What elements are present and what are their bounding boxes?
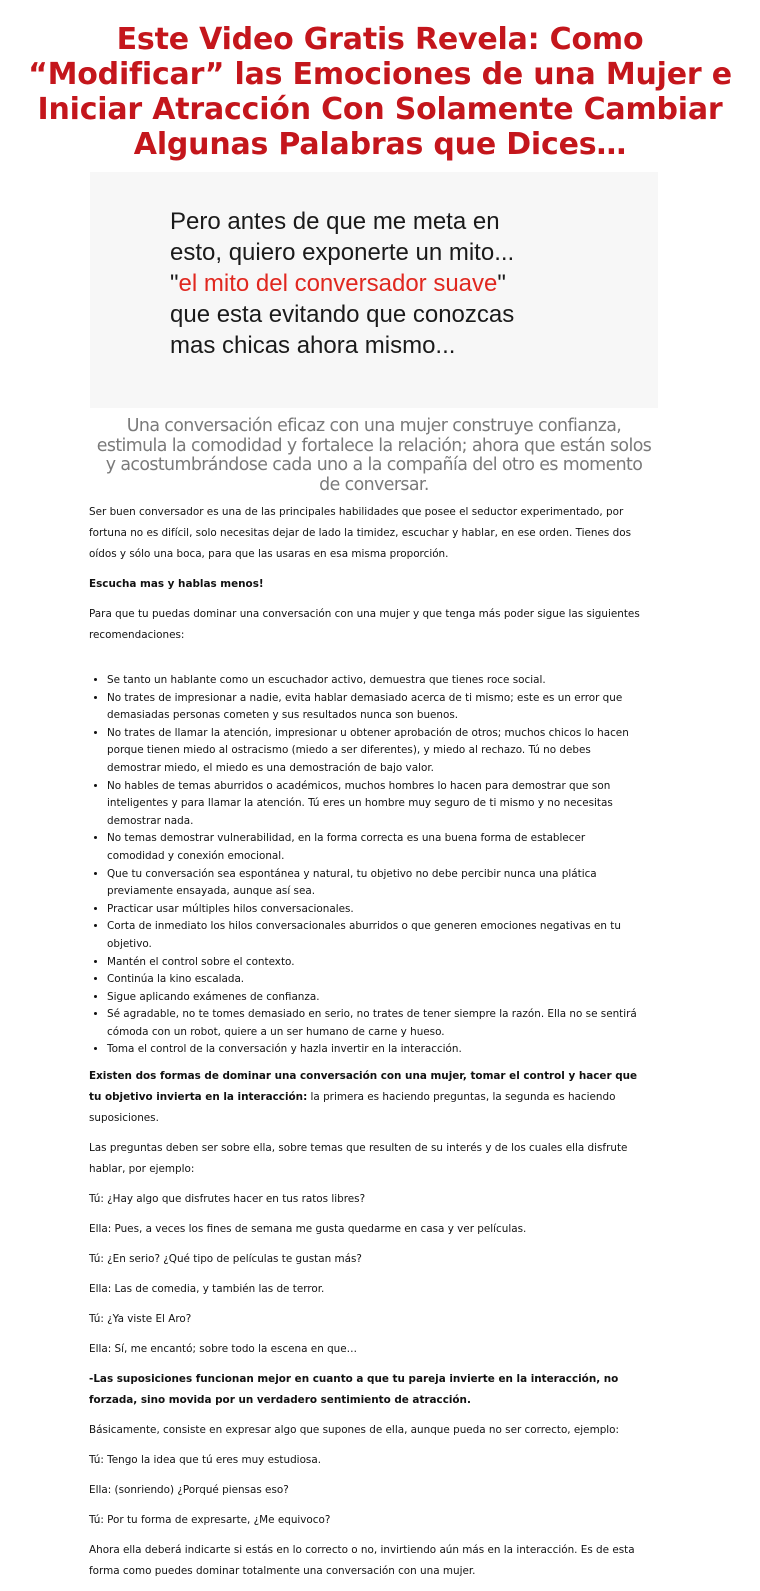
two-forms-bold: Existen dos formas de dominar una conversación con una mujer, tomar el control y hacer que tu objetivo invierta en la interacción:: [89, 1070, 638, 1104]
video-line-1: Pero antes de que me meta en: [170, 208, 500, 235]
recommendations-list: [89, 655, 643, 1059]
listen-heading: Escucha mas y hablas menos!: [89, 578, 264, 590]
list-item: • Toma el control de la conversación y hazla invertir en la interacción.: [107, 1041, 643, 1059]
list-item: • No temas demostrar vulnerabilidad, en la forma correcta es una buena forma de establecer comodidad y conexión emocional.: [107, 830, 643, 865]
dialogue-line: Tú: Por tu forma de expresarte, ¿Me equivoco?: [89, 1514, 331, 1527]
article-body: [89, 502, 643, 1591]
video-line-3: [170, 268, 514, 299]
two-forms-paragraph: [89, 1066, 643, 1129]
video-highlight-myth: el mito del conversador suave: [178, 270, 498, 297]
list-item: • No trates de impresionar a nadie, evita hablar demasiado acerca de ti mismo; este es un error que demasiadas personas cometen y sus resultados nunca son buenos.: [107, 690, 643, 725]
video-quote-close: ": [497, 270, 506, 297]
recommendations-intro: Para que tu puedas dominar una conversación con una mujer y que tenga más poder sigue las siguientes recomendaciones:: [89, 608, 640, 641]
two-forms-rest: la primera es haciendo preguntas, la segunda es haciendo suposiciones.: [89, 1091, 616, 1125]
list-item: • Que tu conversación sea espontánea y natural, tu objetivo no debe percibir nunca una plática previamente ensayada, aunque así sea.: [107, 866, 643, 901]
list-item: • No hables de temas aburridos o académicos, muchos hombres lo hacen para demostrar que son inteligentes y para llamar la atención. Tú eres un hombre muy seguro de ti mismo y no necesitas demostrar nada.: [107, 778, 643, 831]
list-item: • Se tanto un hablante como un escuchador activo, demuestra que tienes roce social.: [107, 672, 643, 690]
page-headline: Este Video Gratis Revela: Como “Modificar” las Emociones de una Mujer e Iniciar Atracción Con Solamente Cambiar Algunas Palabras que Dices…: [28, 22, 732, 162]
dialogue-line: Ella: Las de comedia, y también las de terror.: [89, 1283, 325, 1296]
assumptions-heading: -Las suposiciones funcionan mejor en cuanto a que tu pareja invierte en la interacción, no forzada, sino movida por un verdadero sentimiento de atracción.: [89, 1373, 619, 1407]
conclusion-paragraph: Ahora ella deberá indicarte si estás en lo correcto o no, invirtiendo aún más en la interacción. Es de esta forma como puedes dominar totalmente una conversación con una mujer.: [89, 1544, 635, 1578]
list-item: • No trates de llamar la atención, impresionar u obtener aprobación de otros; muchos chicos lo hacen porque tienen miedo al ostracismo (miedo a ser diferentes), y miedo al rechazo. Tú no debes demostrar miedo, el miedo es una demostración de bajo valor.: [107, 725, 643, 778]
video-frame-text: [170, 206, 514, 361]
video-line-5: mas chicas ahora mismo...: [170, 332, 456, 359]
dialogue-line: Tú: ¿En serio? ¿Qué tipo de películas te gustan más?: [89, 1253, 362, 1266]
video-player[interactable]: [90, 172, 658, 408]
video-line-2: esto, quiero exponerte un mito...: [170, 239, 515, 266]
dialogue-line: Ella: Pues, a veces los fines de semana me gusta quedarme en casa y ver películas.: [89, 1223, 527, 1236]
subheadline: Una conversación eficaz con una mujer construye confianza, estimula la comodidad y fortalece la relación; ahora que están solos y acostumbrándose cada uno a la compañía del otro es momento de conversar.: [96, 416, 652, 495]
intro-paragraph: Ser buen conversador es una de las principales habilidades que posee el seductor experimentado, por fortuna no es difícil, solo necesitas dejar de lado la timidez, escuchar y hablar, en ese orden. Tienes dos oídos y sólo una boca, para que las usaras en esa misma proporción.: [89, 506, 631, 560]
video-quote-open: ": [170, 270, 179, 297]
list-item: • Sigue aplicando exámenes de confianza.: [107, 989, 643, 1007]
list-item: • Practicar usar múltiples hilos conversacionales.: [107, 901, 643, 919]
list-item: • Corta de inmediato los hilos conversacionales aburridos o que generen emociones negativas en tu objetivo.: [107, 918, 643, 953]
dialogue-line: Ella: Sí, me encantó; sobre todo la escena en que…: [89, 1343, 358, 1356]
assumptions-intro: Básicamente, consiste en expresar algo que supones de ella, aunque pueda no ser correcto, ejemplo:: [89, 1424, 620, 1437]
video-line-4: que esta evitando que conozcas: [170, 301, 515, 328]
dialogue-line: Tú: Tengo la idea que tú eres muy estudiosa.: [89, 1454, 322, 1467]
dialogue-line: Tú: ¿Ya viste El Aro?: [89, 1313, 192, 1326]
dialogue-line: Ella: (sonriendo) ¿Porqué piensas eso?: [89, 1484, 289, 1497]
dialogue-line: Tú: ¿Hay algo que disfrutes hacer en tus ratos libres?: [89, 1193, 366, 1206]
questions-intro: Las preguntas deben ser sobre ella, sobre temas que resulten de su interés y de los cuales ella disfrute hablar, por ejemplo:: [89, 1142, 628, 1176]
list-item: • Mantén el control sobre el contexto.: [107, 954, 643, 972]
list-item: • Sé agradable, no te tomes demasiado en serio, no trates de tener siempre la razón. Ella no se sentirá cómoda con un robot, quiere a un ser humano de carne y hueso.: [107, 1006, 643, 1041]
list-item: • Continúa la kino escalada.: [107, 971, 643, 989]
